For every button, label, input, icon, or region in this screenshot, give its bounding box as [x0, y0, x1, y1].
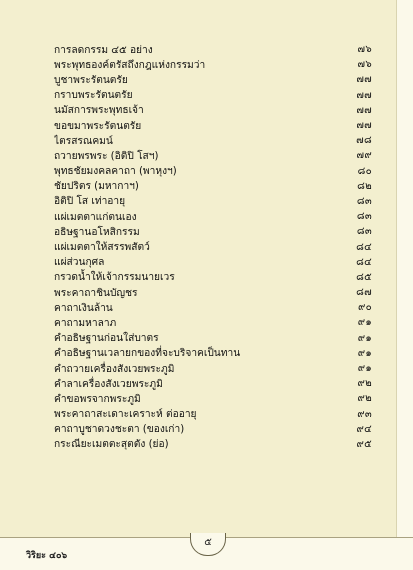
toc-row	[54, 57, 372, 72]
toc-entry-page: ๘๔	[356, 241, 372, 253]
toc-entry-page: ๘๓	[356, 195, 372, 207]
toc-entry-page: ๙๑	[357, 317, 372, 329]
toc-entry-page: ๙๐	[357, 302, 372, 314]
toc-row	[54, 361, 372, 376]
toc-entry-title: อธิษฐานอโหสิกรรม	[54, 226, 140, 238]
table-of-contents	[54, 42, 372, 452]
toc-entry-page: ๗๗	[356, 120, 372, 132]
toc-entry-page: ๗๖	[357, 44, 372, 56]
toc-entry-page: ๙๕	[356, 438, 372, 450]
toc-entry-page: ๙๒	[357, 393, 372, 405]
toc-entry-title: แผ่เมตตาให้สรรพสัตว์	[54, 242, 150, 254]
toc-entry-title: คาถาเงินล้าน	[54, 302, 113, 314]
toc-entry-page: ๗๖	[357, 59, 372, 71]
toc-row	[54, 315, 372, 330]
toc-entry-title: แผ่เมตตาแก่ตนเอง	[54, 211, 137, 223]
toc-entry-page: ๘๔	[356, 256, 372, 268]
toc-entry-page: ๘๓	[356, 211, 372, 223]
page-edge-right	[396, 0, 413, 570]
page-number: ๕	[204, 537, 212, 548]
toc-entry-page: ๗๙	[356, 150, 372, 162]
toc-row	[54, 133, 372, 148]
toc-entry-title: พระพุทธองค์ตรัสถึงกฎแห่งกรรมว่า	[54, 59, 206, 71]
book-code: วิริยะ ๔๐๖	[26, 551, 68, 561]
toc-entry-title: คำถวายเครื่องสังเวยพระภูมิ	[54, 363, 175, 375]
toc-entry-title: บูชาพระรัตนตรัย	[54, 74, 128, 86]
toc-entry-title: คำอธิษฐานก่อนใส่บาตร	[54, 333, 159, 345]
toc-row	[54, 255, 372, 270]
toc-entry-title: ชัยปริตร (มหากาฯ)	[54, 181, 139, 193]
toc-entry-title: แผ่ส่วนกุศล	[54, 257, 105, 269]
toc-entry-page: ๗๘	[356, 135, 372, 147]
toc-entry-page: ๗๗	[356, 104, 372, 116]
toc-entry-title: พระคาถาสะเดาะเคราะห์ ต่ออายุ	[54, 409, 197, 421]
toc-entry-title: ขอขมาพระรัตนตรัย	[54, 120, 142, 132]
toc-entry-title: ไตรสรณคมน์	[54, 135, 113, 147]
toc-row	[54, 331, 372, 346]
toc-entry-title: อิติปิ โส เท่าอายุ	[54, 196, 126, 208]
toc-row	[54, 72, 372, 87]
toc-row	[54, 118, 372, 133]
toc-entry-page: ๗๗	[356, 89, 372, 101]
toc-entry-title: คำอธิษฐานเวลายกของที่จะบริจาคเป็นทาน	[54, 348, 241, 360]
toc-row	[54, 300, 372, 315]
toc-entry-page: ๘๗	[356, 287, 372, 299]
toc-entry-title: พุทธชัยมงคลคาถา (พาหุงฯ)	[54, 166, 177, 178]
toc-entry-page: ๗๗	[356, 74, 372, 86]
toc-entry-title: คาถาบูชาดวงชะตา (ของเก่า)	[54, 424, 185, 436]
toc-row	[54, 88, 372, 103]
toc-entry-page: ๘๕	[356, 271, 372, 283]
toc-entry-title: คาถามหาลาภ	[54, 317, 117, 329]
toc-row	[54, 164, 372, 179]
toc-entry-page: ๘๓	[356, 226, 372, 238]
toc-entry-page: ๙๓	[357, 408, 372, 420]
toc-row	[54, 148, 372, 163]
toc-entry-page: ๙๑	[357, 363, 372, 375]
toc-entry-title: คำลาเครื่องสังเวยพระภูมิ	[54, 378, 163, 390]
toc-entry-title: นมัสการพระพุทธเจ้า	[54, 105, 144, 117]
toc-row	[54, 376, 372, 391]
toc-row	[54, 270, 372, 285]
toc-row	[54, 422, 372, 437]
toc-row	[54, 103, 372, 118]
toc-entry-title: คำขอพรจากพระภูมิ	[54, 393, 141, 405]
toc-row	[54, 194, 372, 209]
toc-row	[54, 346, 372, 361]
toc-entry-title: ถวายพรพระ (อิติปิ โสฯ)	[54, 150, 159, 162]
toc-row	[54, 391, 372, 406]
toc-entry-page: ๙๑	[357, 332, 372, 344]
toc-row	[54, 42, 372, 57]
toc-row	[54, 285, 372, 300]
toc-row	[54, 407, 372, 422]
toc-entry-title: กระณียะเมตตะสุตตัง (ย่อ)	[54, 439, 169, 451]
toc-entry-page: ๘๐	[357, 165, 372, 177]
toc-entry-page: ๙๑	[357, 347, 372, 359]
toc-entry-page: ๙๔	[356, 423, 372, 435]
toc-entry-title: พระคาถาชินบัญชร	[54, 287, 138, 299]
toc-entry-page: ๙๒	[357, 378, 372, 390]
toc-entry-page: ๘๒	[357, 180, 372, 192]
toc-entry-title: กรวดน้ำให้เจ้ากรรมนายเวร	[54, 272, 175, 284]
toc-row	[54, 437, 372, 452]
toc-entry-title: การลดกรรม ๔๕ อย่าง	[54, 44, 153, 56]
toc-row	[54, 239, 372, 254]
toc-row	[54, 224, 372, 239]
toc-row	[54, 209, 372, 224]
toc-row	[54, 179, 372, 194]
toc-entry-title: กราบพระรัตนตรัย	[54, 90, 133, 102]
